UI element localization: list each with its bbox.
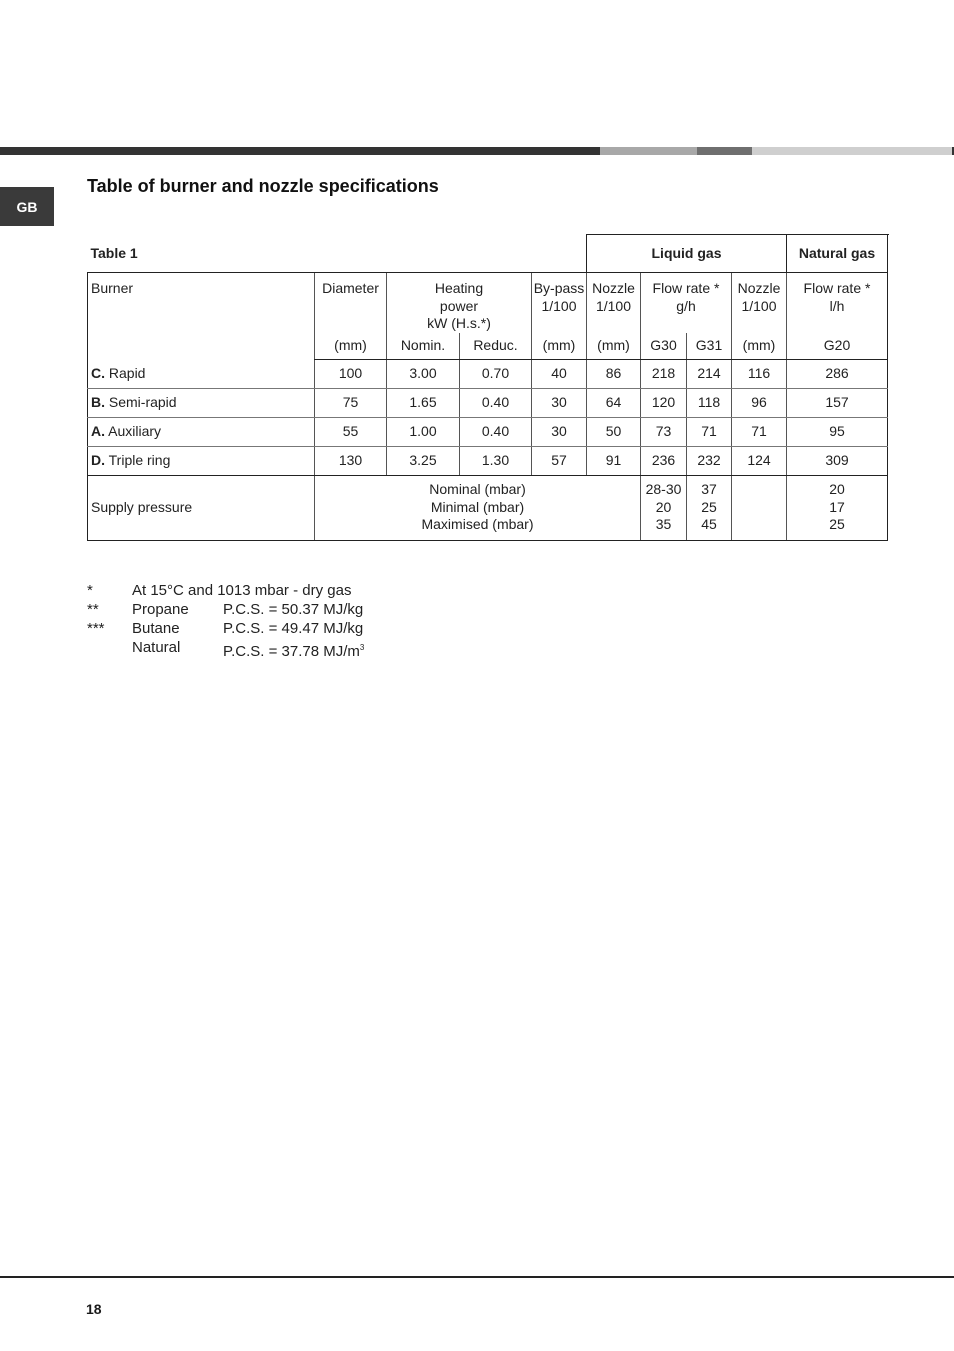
data-cell: 71 bbox=[687, 417, 732, 446]
data-cell: 120 bbox=[641, 388, 687, 417]
data-cell: 100 bbox=[315, 359, 387, 388]
data-cell: 3.00 bbox=[387, 359, 460, 388]
pressure-types-cell: Nominal (mbar) Minimal (mbar) Maximised (mbar) bbox=[315, 475, 641, 540]
data-cell: 309 bbox=[787, 446, 888, 475]
footnote-item: * At 15°C and 1013 mbar - dry gas bbox=[87, 582, 352, 599]
page-title: Table of burner and nozzle specifications bbox=[87, 176, 439, 196]
data-cell: 214 bbox=[687, 359, 732, 388]
unit-cell: (mm) bbox=[315, 333, 387, 360]
col-header-heating-power: Heating power kW (H.s.*) bbox=[387, 273, 532, 333]
burner-name-cell: C. Rapid bbox=[88, 359, 315, 388]
pressure-g31-cell: 37 25 45 bbox=[687, 475, 732, 540]
data-cell: 91 bbox=[587, 446, 641, 475]
pressure-empty-cell bbox=[732, 475, 787, 540]
data-cell: 55 bbox=[315, 417, 387, 446]
data-cell: 1.00 bbox=[387, 417, 460, 446]
col-header-flow-liquid: Flow rate * g/h bbox=[641, 273, 732, 333]
table-row bbox=[88, 417, 888, 446]
table-row bbox=[88, 388, 888, 417]
footnote-item: *** Butane P.C.S. = 49.47 MJ/kg bbox=[87, 620, 364, 637]
unit-cell: (mm) bbox=[532, 333, 587, 360]
data-cell: 3.25 bbox=[387, 446, 460, 475]
footnotes bbox=[87, 581, 364, 661]
data-cell: 73 bbox=[641, 417, 687, 446]
data-cell: 30 bbox=[532, 388, 587, 417]
col-header-nozzle-liquid: Nozzle 1/100 bbox=[587, 273, 641, 333]
data-cell: 232 bbox=[687, 446, 732, 475]
burner-name-cell: D. Triple ring bbox=[88, 446, 315, 475]
unit-cell: (mm) bbox=[587, 333, 641, 360]
data-cell: 157 bbox=[787, 388, 888, 417]
data-cell: 286 bbox=[787, 359, 888, 388]
table-row-supply-pressure bbox=[88, 475, 888, 540]
unit-cell: G31 bbox=[687, 333, 732, 360]
burner-spec-table bbox=[87, 234, 888, 541]
data-cell: 124 bbox=[732, 446, 787, 475]
pressure-g20-cell: 20 17 25 bbox=[787, 475, 888, 540]
data-cell: 50 bbox=[587, 417, 641, 446]
data-cell: 30 bbox=[532, 417, 587, 446]
data-cell: 118 bbox=[687, 388, 732, 417]
data-cell: 236 bbox=[641, 446, 687, 475]
footer-rule bbox=[0, 1276, 954, 1278]
footnote-item: Natural P.C.S. = 37.78 $MJ/m^3$ bbox=[132, 639, 365, 660]
data-cell: 96 bbox=[732, 388, 787, 417]
data-cell: 130 bbox=[315, 446, 387, 475]
unit-cell: Nomin. bbox=[387, 333, 460, 360]
data-cell: 1.65 bbox=[387, 388, 460, 417]
supply-pressure-label: Supply pressure bbox=[88, 475, 315, 540]
col-header-diameter: Diameter bbox=[315, 273, 387, 333]
data-cell: 0.40 bbox=[460, 417, 532, 446]
data-cell: 116 bbox=[732, 359, 787, 388]
data-cell: 75 bbox=[315, 388, 387, 417]
unit-cell: G30 bbox=[641, 333, 687, 360]
col-header-nozzle-natural: Nozzle 1/100 bbox=[732, 273, 787, 333]
data-cell: 0.70 bbox=[460, 359, 532, 388]
table-row bbox=[88, 359, 888, 388]
col-header-flow-natural: Flow rate * l/h bbox=[787, 273, 888, 333]
table-label: Table 1 bbox=[88, 235, 587, 273]
unit-cell: G20 bbox=[787, 333, 888, 360]
data-cell: 86 bbox=[587, 359, 641, 388]
page-number: 18 bbox=[86, 1301, 102, 1317]
burner-name-cell: B. Semi-rapid bbox=[88, 388, 315, 417]
pressure-g30-cell: 28-30 20 35 bbox=[641, 475, 687, 540]
footnote-item: ** Propane P.C.S. = 50.37 MJ/kg bbox=[87, 601, 364, 618]
liquid-gas-header: Liquid gas bbox=[587, 235, 787, 273]
unit-cell: Reduc. bbox=[460, 333, 532, 360]
unit-cell: (mm) bbox=[732, 333, 787, 360]
natural-gas-header: Natural gas bbox=[787, 235, 888, 273]
data-cell: 1.30 bbox=[460, 446, 532, 475]
language-tab: GB bbox=[0, 187, 54, 226]
col-header-burner: Burner bbox=[88, 273, 315, 360]
data-cell: 71 bbox=[732, 417, 787, 446]
data-cell: 0.40 bbox=[460, 388, 532, 417]
col-header-bypass: By-pass 1/100 bbox=[532, 273, 587, 333]
data-cell: 95 bbox=[787, 417, 888, 446]
data-cell: 218 bbox=[641, 359, 687, 388]
table-row bbox=[88, 446, 888, 475]
header-color-bar bbox=[0, 147, 954, 155]
data-cell: 64 bbox=[587, 388, 641, 417]
burner-name-cell: A. Auxiliary bbox=[88, 417, 315, 446]
data-cell: 57 bbox=[532, 446, 587, 475]
data-cell: 40 bbox=[532, 359, 587, 388]
